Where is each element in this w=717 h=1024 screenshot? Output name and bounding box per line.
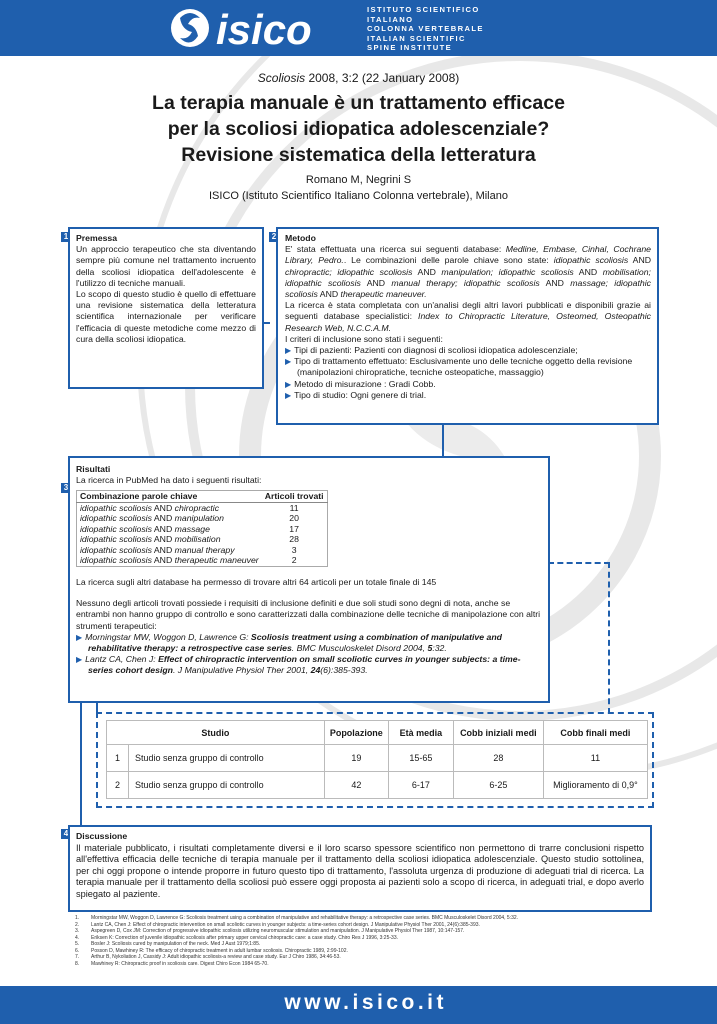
table-row: 2 Studio senza gruppo di controllo 42 6-17 6-25 Miglioramento di 0,9° <box>107 772 648 799</box>
triangle-bullet-icon: ▶ <box>76 655 83 665</box>
triangle-bullet-icon: ▶ <box>76 632 83 642</box>
table-row: idiopathic scoliosis AND mobilisation 28 <box>80 534 299 545</box>
list-item: 8. Mawhiney R: Chiropractic proof in scoliosis care. Digest Chiro Econ 1984 65-70. <box>75 960 269 967</box>
triangle-bullet-icon: ▶ <box>285 379 292 389</box>
connector <box>442 423 444 456</box>
authors: Romano M, Negrini S <box>305 174 412 186</box>
risultati-box: Risultati La ricerca in PubMed ha dato i seguenti risultati: Combinazione parole chiave Articoli trovati idiopathic scoliosis AND chiropractic 11 idiopathic scoliosis AND manipulation 20 idiopathic scoliosis AND massage 17 idiopathic scoliosis AND mobilisation 28 idiopathic scoliosis AND manual therapy 3 idiopathic scoliosis AND therapeutic maneuver 2 La ricerca sugli altri database ha permesso di trovare altri 64 articoli per un totale finale di 145 Nessuno degli articoli trovati possiede i requisiti di inclusione definiti e due soli studi sono degni di nota, anche se entrambi non hanno gruppo di controllo e sono caratterizzati dalla combinazione delle tecniche di manipolazione con altri strumenti terapeutici: ▶ Morningstar MW, Woggon D, Lawrence G: Scoliosis treatment using a combination of manipulative and rehabilitative therapy: a retrospective case series. BMC Musculoskelet Disord 2004, 5:32. ▶ Lantz CA, Chen J: Effect of chiropractic intervention on small scoliotic curves in younger subjects: a time-series cohort design. J Manipulative Physiol Ther 2001, 24(6):385-393. <box>68 456 550 703</box>
table-row: idiopathic scoliosis AND manual therapy 3 <box>80 544 297 555</box>
svg-text:isico: isico <box>216 6 312 52</box>
affiliation: ISICO (Istituto Scientifico Italiano Colonna vertebrale), Milano <box>209 190 508 202</box>
list-item: ▶ Lantz CA, Chen J: Effect of chiropractic intervention on small scoliotic curves in younger subjects: a time-series cohort design. J Manipulative Physiol Ther 2001, 24(6):385-393. <box>76 654 521 676</box>
list-item: 5. Bosler J: Scoliosis cured by manipulation of the neck. Med J Aust 1979;1:85. <box>75 941 261 947</box>
triangle-bullet-icon: ▶ <box>285 357 292 367</box>
studies-table: Studio Popolazione Età media Cobb iniziali medi Cobb finali medi 1 Studio senza gruppo di controllo 19 15-65 28 11 2 Studio senza gruppo di controllo 42 6-17 6-25 Miglioramento di 0,9° <box>106 720 648 799</box>
list-item: 2. Lantz CA, Chen J: Effect of chiropractic intervention on small scoliotic curves in younger subjects: a time-series cohort design. J Manipulative Physiol Ther 2001, 24(6):385-393. <box>75 921 480 928</box>
footer-banner <box>0 986 717 1024</box>
section-number: 4 <box>61 829 71 839</box>
section-number: 1 <box>61 232 71 242</box>
citation: Scoliosis 2008, 3:2 (22 January 2008) <box>257 71 460 85</box>
list-item: ▶ Metodo di misurazione : Gradi Cobb. <box>285 378 436 389</box>
list-item: 4. Eriksen K: Correction of juvenile idiopathic scoliosis after primary upper cervical chiropractic care: a case study. Chiro Res J 1996, 3:25-33. <box>75 934 398 941</box>
metodo-box: Metodo E' stata effettuata una ricerca sui seguenti database: Medline, Embase, Cinhal, Cochrane Library, Pedro.. Le combinazioni delle parole chiave sono state: idiopathic scoliosis AND chiropractic; idiopathic scoliosis AND manipulation; idiopathic scoliosis AND mobilisation; idiopathic scoliosis AND manual therapy; idiopathic scoliosis AND massage; idiopathic scoliosis AND therapeutic maneuver. La ricerca è stata completata con un'analisi degli altri lavori pubblicati e disponibili grazie ai seguenti database specialistici: Index to Chiropractic Literature, Osteomed, Osteopathic Research Web, N.C.C.A.M. I criteri di inclusione sono stati i seguenti: ▶ Tipi di pazienti: Pazienti con diagnosi di scoliosi idiopatica adolescenziale; ▶ Tipo di trattamento effettuato: Esclusivamente uno delle tecniche oggetto della revisione (manipolazioni chiropratiche, tecniche osteopatiche, massaggio) ▶ Metodo di misurazione : Gradi Cobb. ▶ Tipo di studio: Ogni genere di trial. <box>276 227 659 425</box>
list-item: ▶ Morningstar MW, Woggon D, Lawrence G: Scoliosis treatment using a combination of manipulative and rehabilitative therapy: a retrospective case series. BMC Musculoskelet Disord 2004, 5:32. <box>76 631 502 653</box>
triangle-bullet-icon: ▶ <box>285 346 292 356</box>
isico-logo <box>168 4 363 52</box>
list-item: 6. Posson D, Mawhiney R: The efficacy of chiropractic treatment in adult lumbar scoliosis. Chiropractic 1989, 2:99-102. <box>75 947 348 954</box>
dashed-connector <box>548 562 610 564</box>
list-item: 1. Morningstar MW, Woggon D, Lawrence G: Scoliosis treatment using a combination of manipulative and rehabilitative therapy: a retrospective case series. BMC Musculoskelet Disord 2004, 5:32. <box>75 915 519 921</box>
list-item: 3. Aspegreen D, Cox JM: Correction of progressive idiopathic scoliosis utilizing neuromuscular stimulation and manipulation. J Manipulative Physiol Ther 1987, 10:147-157. <box>75 928 465 934</box>
triangle-bullet-icon: ▶ <box>285 390 292 400</box>
section-number: 3 <box>61 483 71 493</box>
premessa-box: Premessa Un approccio terapeutico che sta diventando sempre più comune nel trattamento incruento della scoliosi idiopatica dell'adolescente è l'utilizzo di tecniche manuali. Lo scopo di questo studio è quello di effettuare una revisione sistematica della letteratura scientifica internazionale per verificare l'efficacia di queste metodiche come mezzo di cura della scoliosi idiopatica. <box>68 227 264 389</box>
table-row: 1 Studio senza gruppo di controllo 19 15-65 28 11 <box>107 745 648 772</box>
references-list <box>75 915 675 967</box>
list-item: 7. Arthur B, Nykoliation J, Cassidy J: Adult idiopathic scoliosis-a review and case study. Eur J Chiro 1986, 34:46-53. <box>75 954 341 960</box>
section-heading: Discussione <box>76 831 128 841</box>
header-banner <box>0 0 717 56</box>
table-row: idiopathic scoliosis AND chiropractic 11 <box>80 502 299 513</box>
section-heading: Metodo <box>285 233 316 243</box>
keyword-table: Combinazione parole chiave Articoli trovati idiopathic scoliosis AND chiropractic 11 idiopathic scoliosis AND manipulation 20 idiopathic scoliosis AND massage 17 idiopathic scoliosis AND mobilisation 28 idiopathic scoliosis AND manual therapy 3 idiopathic scoliosis AND therapeutic maneuver 2 <box>76 490 328 567</box>
table-row: idiopathic scoliosis AND massage 17 <box>80 523 299 534</box>
dashed-connector <box>608 562 610 714</box>
page-title: La terapia manuale è un trattamento efficace per la scoliosi idiopatica adolescenziale? Revisione sistematica della letteratura <box>152 92 565 166</box>
discussione-box: Discussione Il materiale pubblicato, i risultati completamente diversi e il loro scarso spessore scientifico non permettono di trarre conclusioni rispetto all'effettiva efficacia delle tecniche di terapia manuale per il trattamento della scoliosi idiopatica adolescenziale. Questo studio sottolinea, per chi oggi propone o intende proporre in futuro questo tipo di trattamento, l'assoluta urgenza di produzione di adeguati trial di ricerca. La terapia manuale per il trattamento della scoliosi può essere oggi proposta ai pazienti solo a scopo di ricerca, in adeguati trial, e dopo averlo spiegato al paziente. <box>68 825 652 912</box>
institute-name: ISTITUTO SCIENTIFICO ITALIANO COLONNA VERTEBRALE ITALIAN SCIENTIFIC SPINE INSTITUTE <box>367 5 484 53</box>
website-link[interactable]: www.isico.it <box>284 991 447 1014</box>
section-heading: Premessa <box>76 233 118 243</box>
list-item: ▶ Tipo di trattamento effettuato: Esclusivamente uno delle tecniche oggetto della revisione (manipolazioni chiropratiche, tecniche osteopatiche, massaggio) <box>285 356 633 378</box>
list-item: ▶ Tipo di studio: Ogni genere di trial. <box>285 389 427 400</box>
table-row: idiopathic scoliosis AND manipulation 20 <box>80 513 299 524</box>
section-number: 2 <box>269 232 279 242</box>
section-heading: Risultati <box>76 464 111 474</box>
table-row: idiopathic scoliosis AND therapeutic maneuver 2 <box>80 555 297 566</box>
list-item: ▶ Tipi di pazienti: Pazienti con diagnosi di scoliosi idiopatica adolescenziale; <box>285 345 578 356</box>
